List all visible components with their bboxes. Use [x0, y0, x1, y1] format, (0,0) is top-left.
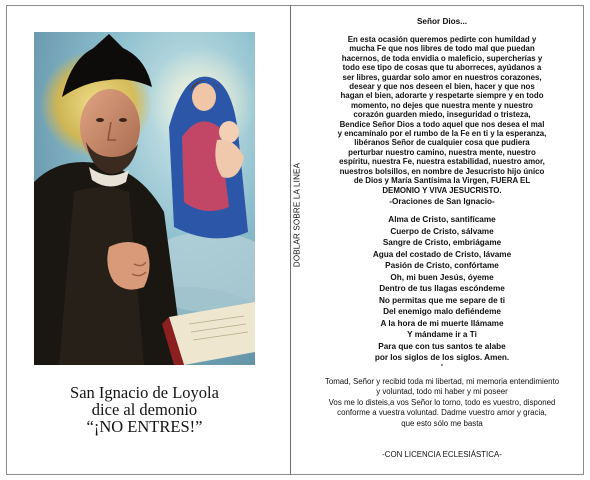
prayer-line: DEMONIO Y VIVA JESUCRISTO.: [382, 185, 502, 195]
oracion-line: por los siglos de los siglos. Amen.: [374, 353, 510, 362]
prayer-line: espíritu, nuestra Fe, nuestra estabilidad, nuestro amor,: [339, 157, 545, 167]
caption-line-3: “¡NO ENTRES!”: [86, 417, 203, 436]
prayer-line: perturbar nuestro camino, nuestra mente, nuestro: [348, 147, 536, 157]
prayer-line: ser libres, guardar solo amor en nuestros corazones,: [342, 72, 542, 82]
portrait-caption: [34, 384, 255, 435]
prayer-line: todo ese tipo de cosas que tu aborreces, ayúdanos a: [342, 63, 542, 73]
oracion-line: Alma de Cristo, santifícame: [388, 215, 496, 224]
prayer-line: Bendice Señor Dios a todo aquel que nos desea el mal: [339, 119, 545, 129]
prayer-line: mucha Fe que nos libres de todo mal que puedan: [349, 44, 535, 54]
prayer-line: desear y que nos deseen el bien, hacer y que nos: [349, 82, 535, 92]
prayer-line: corazón guarden miedo, inseguridad o tristeza,: [353, 110, 531, 120]
prayer-line: nuestros bolsillos, en nombre de Jesucristo hijo único: [339, 166, 545, 176]
fold-label: DOBLAR SOBRE LA LINEA: [292, 162, 302, 268]
oracion-line: Sangre de Cristo, embriágame: [382, 238, 502, 247]
oracion-line: Cuerpo de Cristo, sálvame: [390, 226, 494, 236]
prayer-line: En esta ocasión queremos pedirte con humildad y: [347, 35, 537, 44]
prayer-line: de Dios y María Santísima la Virgen, FUERA EL: [353, 176, 531, 186]
oracion-line: Oh, mi buen Jesús, óyeme: [390, 272, 494, 282]
section-separator: -: [440, 360, 444, 369]
closing-line: que esto sólo me basta: [401, 418, 483, 428]
oracion-line: Agua del costado de Cristo, lávame: [372, 249, 512, 259]
suscipe-prayer: [300, 377, 584, 429]
closing-line: Tomad, Señor y recibid toda mi libertad, mi memoria entendimiento: [324, 377, 560, 386]
oracion-line: Pasión de Cristo, confórtame: [385, 261, 499, 270]
prayer-intro: [300, 35, 584, 195]
oracion-line: Y mándame ir a Ti: [407, 330, 477, 339]
license-footer: -CON LICENCIA ECLESIÁSTICA-: [382, 450, 502, 459]
anima-christi-prayer: [300, 214, 584, 364]
closing-line: conforme a vuestra voluntad. Dadme vuestro amor y gracia,: [337, 408, 547, 418]
oracion-line: Dentro de tus llagas escóndeme: [379, 284, 505, 293]
caption-line-1: San Ignacio de Loyola: [70, 383, 219, 402]
oracion-line: A la hora de mi muerte llámame: [380, 318, 504, 328]
prayer-line: libéranos Señor de cualquier cosa que pudiera: [354, 138, 530, 148]
saint-ignatius-portrait: [34, 32, 255, 365]
prayer-line: momento, no dejes que nuestra mente y nuestro: [351, 100, 533, 110]
prayer-line: y encamínalo por el rumbo de la Fe en ti y la esperanza,: [337, 129, 547, 139]
caption-line-2: dice al demonio: [91, 400, 198, 419]
prayer-title: Señor Dios...: [416, 17, 468, 26]
fold-line: [290, 5, 291, 475]
oracion-line: Para que con tus santos te alabe: [378, 341, 506, 351]
oracion-line: Del enemigo malo defiéndeme: [383, 307, 501, 316]
prayer-line: hacernos, de toda envidia o maleficio, supercherías y: [341, 53, 543, 63]
oraciones-title: -Oraciones de San Ignacio-: [389, 197, 495, 206]
closing-line: Vos me lo disteis,a vos Señor lo torno, todo es vuestro, disponed: [328, 397, 556, 407]
prayer-line: hagan el bien, adorarte y respetarte siempre y en todo: [340, 91, 544, 101]
oracion-line: No permitas que me separe de ti: [378, 295, 506, 305]
closing-line: y voluntad, todo mi haber y mi poseer: [376, 387, 508, 397]
